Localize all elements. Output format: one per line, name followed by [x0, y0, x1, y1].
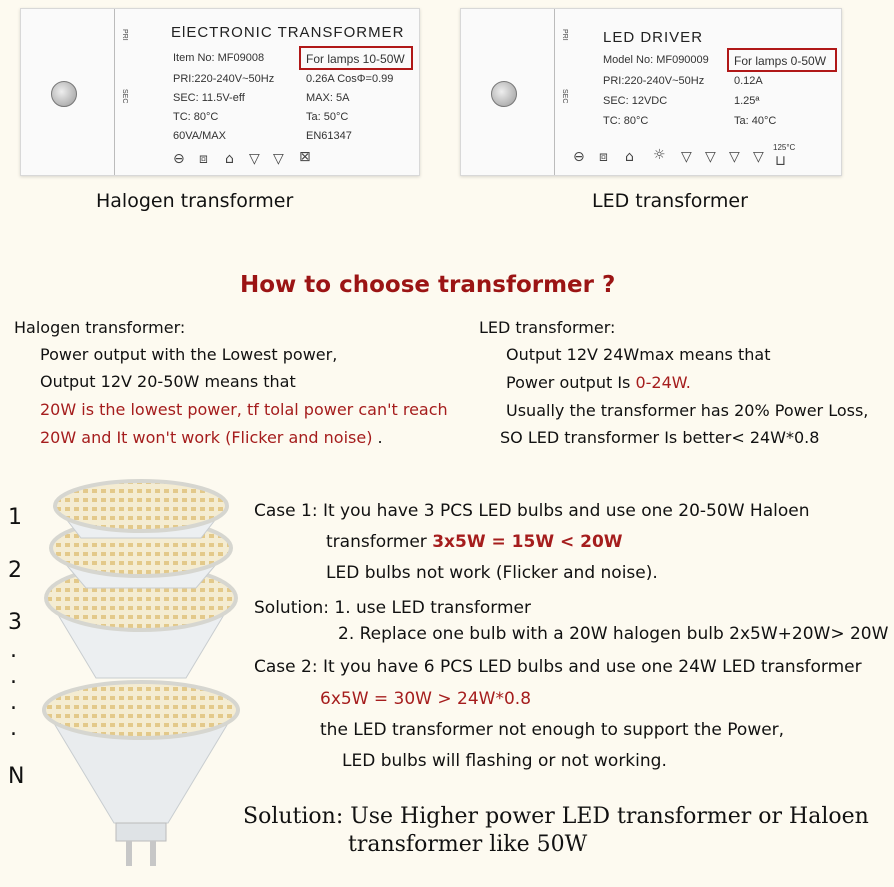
double-insulation-icon: ⧈	[599, 149, 608, 165]
halogen-transformer-label	[20, 8, 420, 176]
tc-spec: TC: 80°C	[603, 115, 649, 127]
bulb-number: 2	[8, 558, 22, 583]
bulb-number: N	[8, 764, 25, 789]
furniture-mount-icon: ▽	[249, 151, 260, 167]
card-title: ElECTRONIC TRANSFORMER	[171, 24, 405, 41]
bulb-dot: .	[10, 664, 17, 689]
furniture-mount-icon: ▽	[705, 149, 716, 165]
halogen-line3: 20W is the lowest power, tf tolal power can't reach	[40, 400, 448, 419]
case2-line1: Case 2: It you have 6 PCS LED bulbs and use one 24W LED transformer	[254, 657, 862, 677]
page-title: How to choose transformer ?	[240, 272, 616, 298]
amp-spec: 0.12A	[734, 75, 763, 87]
case2-line4: LED bulbs will flashing or not working.	[342, 751, 667, 771]
weee-bin-icon: ⊠	[299, 149, 311, 165]
indoor-use-icon: ⌂	[225, 151, 234, 167]
double-insulation-icon: ⧈	[199, 151, 208, 167]
bulb-dot: .	[10, 638, 17, 663]
furniture-mount-icon: ▽	[681, 149, 692, 165]
case1-line3: LED bulbs not work (Flicker and noise).	[326, 563, 658, 583]
val-spec: 1.25ª	[734, 95, 760, 107]
lamp-icon: ☼	[653, 147, 666, 163]
led-line2-b: 0-24W.	[635, 373, 691, 392]
bulb-dot: .	[10, 690, 17, 715]
pri-spec: PRI:220-240V~50Hz	[603, 75, 705, 87]
std-spec: EN61347	[306, 130, 352, 142]
ta-spec: Ta: 50°C	[306, 111, 349, 123]
item-no: Item No: MF09008	[173, 52, 265, 64]
tc-spec: TC: 80°C	[173, 111, 219, 123]
for-lamps: For lamps 10-50W	[306, 52, 405, 66]
led-bulb	[44, 682, 238, 866]
max-spec: MAX: 5A	[306, 92, 350, 104]
for-lamps: For lamps 0-50W	[734, 54, 827, 68]
led-driver-label	[460, 8, 842, 176]
halogen-line4-end: .	[372, 428, 383, 447]
led-line3: Usually the transformer has 20% Power Loss,	[506, 401, 869, 420]
class-ii-icon: ⊖	[573, 149, 585, 165]
bulb-dot: .	[10, 716, 17, 741]
case1-line1: Case 1: It you have 3 PCS LED bulbs and use one 20-50W Haloen	[254, 501, 810, 521]
sec-spec: SEC: 11.5V-eff	[173, 92, 245, 104]
case1-line2: transformer	[326, 532, 433, 552]
bulb-number: 1	[8, 505, 22, 530]
case1-calc: 3x5W = 15W < 20W	[432, 532, 623, 552]
sec-spec: SEC: 12VDC	[603, 95, 668, 107]
safety-mark-icon: ▽	[729, 149, 740, 165]
led-line4: SO LED transformer Is better< 24W*0.8	[500, 428, 820, 447]
model-no: Model No: MF090009	[603, 54, 709, 66]
final-solution-line2: transformer like 50W	[348, 832, 588, 857]
halogen-section-title: Halogen transformer:	[14, 318, 186, 337]
va-spec: 60VA/MAX	[173, 130, 226, 142]
led-line2-a: Power output Is	[506, 373, 636, 392]
side-sec-text: SEC	[121, 89, 128, 104]
led-caption: LED transformer	[592, 190, 748, 212]
solution1-line1: Solution: 1. use LED transformer	[254, 598, 531, 618]
led-line1: Output 12V 24Wmax means that	[506, 345, 771, 364]
halogen-line4: 20W and It won't work (Flicker and noise)	[40, 428, 373, 447]
safety-mark-icon: ▽	[273, 151, 284, 167]
for-lamps-highlight	[299, 46, 413, 70]
bulb-number: 3	[8, 610, 22, 635]
ta-spec: Ta: 40°C	[734, 115, 777, 127]
case1-line2-row	[326, 532, 623, 552]
for-lamps-highlight	[727, 48, 837, 72]
halogen-line1: Power output with the Lowest power,	[40, 345, 338, 364]
card-title: LED DRIVER	[603, 29, 704, 46]
temp-mark: 125°C	[773, 143, 796, 152]
final-solution-line1: Solution: Use Higher power LED transformer or Haloen	[243, 804, 869, 829]
halogen-line4-row	[40, 428, 383, 447]
label-divider	[554, 9, 555, 175]
halogen-caption: Halogen transformer	[96, 190, 294, 212]
led-line2-row	[506, 373, 691, 392]
solution1-line2: 2. Replace one bulb with a 20W halogen bulb 2x5W+20W> 20W	[338, 624, 889, 644]
led-bulb	[55, 481, 227, 538]
pri-spec: PRI:220-240V~50Hz	[173, 73, 275, 85]
case2-line3: the LED transformer not enough to support the Power,	[320, 720, 785, 740]
led-section-title: LED transformer:	[479, 318, 616, 337]
safety-mark-icon: ▽	[753, 149, 764, 165]
case2-calc: 6x5W = 30W > 24W*0.8	[320, 689, 532, 709]
temp-rating-icon: ⊔	[775, 153, 786, 169]
class-ii-icon: ⊖	[173, 151, 185, 167]
side-pri-text: PRI	[561, 29, 568, 41]
screw-icon	[491, 81, 517, 107]
side-pri-text: PRI	[121, 29, 128, 41]
side-sec-text: SEC	[561, 89, 568, 104]
indoor-use-icon: ⌂	[625, 149, 634, 165]
cos-spec: 0.26A CosΦ=0.99	[306, 73, 394, 85]
screw-icon	[51, 81, 77, 107]
led-bulbs-illustration	[36, 478, 251, 878]
label-divider	[114, 9, 115, 175]
halogen-line2: Output 12V 20-50W means that	[40, 372, 296, 391]
